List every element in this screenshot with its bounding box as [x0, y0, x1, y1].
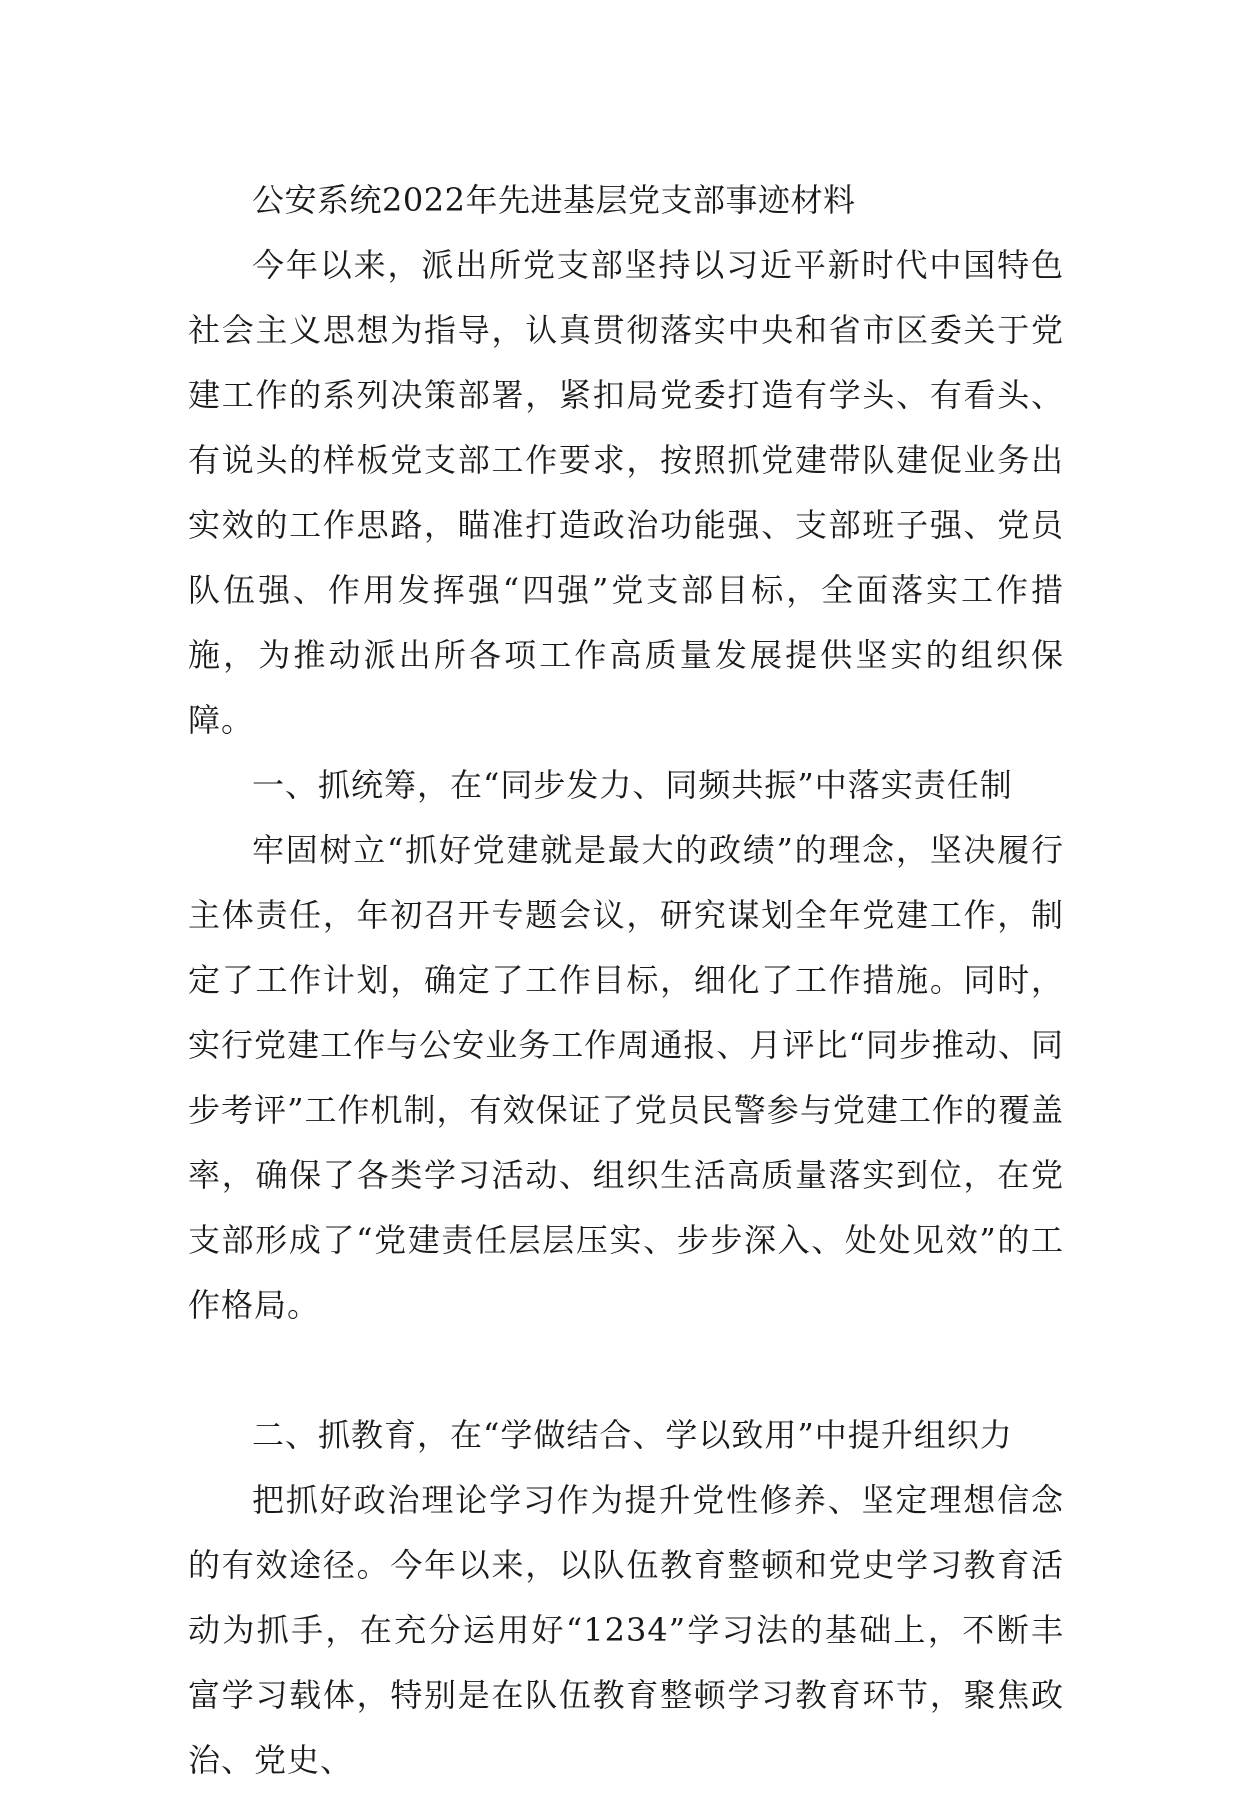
section-heading-1: 一、抓统筹，在“同步发力、同频共振”中落实责任制 [252, 766, 1013, 804]
section-heading-2: 二、抓教育，在“学做结合、学以致用”中提升组织力 [252, 1416, 1013, 1454]
document-title: 公安系统2022年先进基层党支部事迹材料 [252, 181, 856, 219]
paragraph-section-2: 把抓好政治理论学习作为提升党性修养、坚定理想信念的有效途径。今年以来，以队伍教育整顿和党史学习教育活动为抓手，在充分运用好“1234”学习法的基础上，不断丰富学习载体，特别是在队伍教育整顿学习教育环节，聚焦政治、党史、 [188, 1481, 1064, 1779]
paragraph-section-1: 牢固树立“抓好党建就是最大的政绩”的理念，坚决履行主体责任，年初召开专题会议，研究谋划全年党建工作，制定了工作计划，确定了工作目标，细化了工作措施。同时，实行党建工作与公安业务工作周通报、月评比“同步推动、同步考评”工作机制，有效保证了党员民警参与党建工作的覆盖率，确保了各类学习活动、组织生活高质量落实到位，在党支部形成了“党建责任层层压实、步步深入、处处见效”的工作格局。 [188, 831, 1064, 1324]
paragraph-intro: 今年以来，派出所党支部坚持以习近平新时代中国特色社会主义思想为指导，认真贯彻落实中央和省市区委关于党建工作的系列决策部署，紧扣局党委打造有学头、有看头、有说头的样板党支部工作要求，按照抓党建带队建促业务出实效的工作思路，瞄准打造政治功能强、支部班子强、党员队伍强、作用发挥强“四强”党支部目标，全面落实工作措施，为推动派出所各项工作高质量发展提供坚实的组织保障。 [188, 246, 1064, 739]
document-body [188, 168, 1064, 1793]
